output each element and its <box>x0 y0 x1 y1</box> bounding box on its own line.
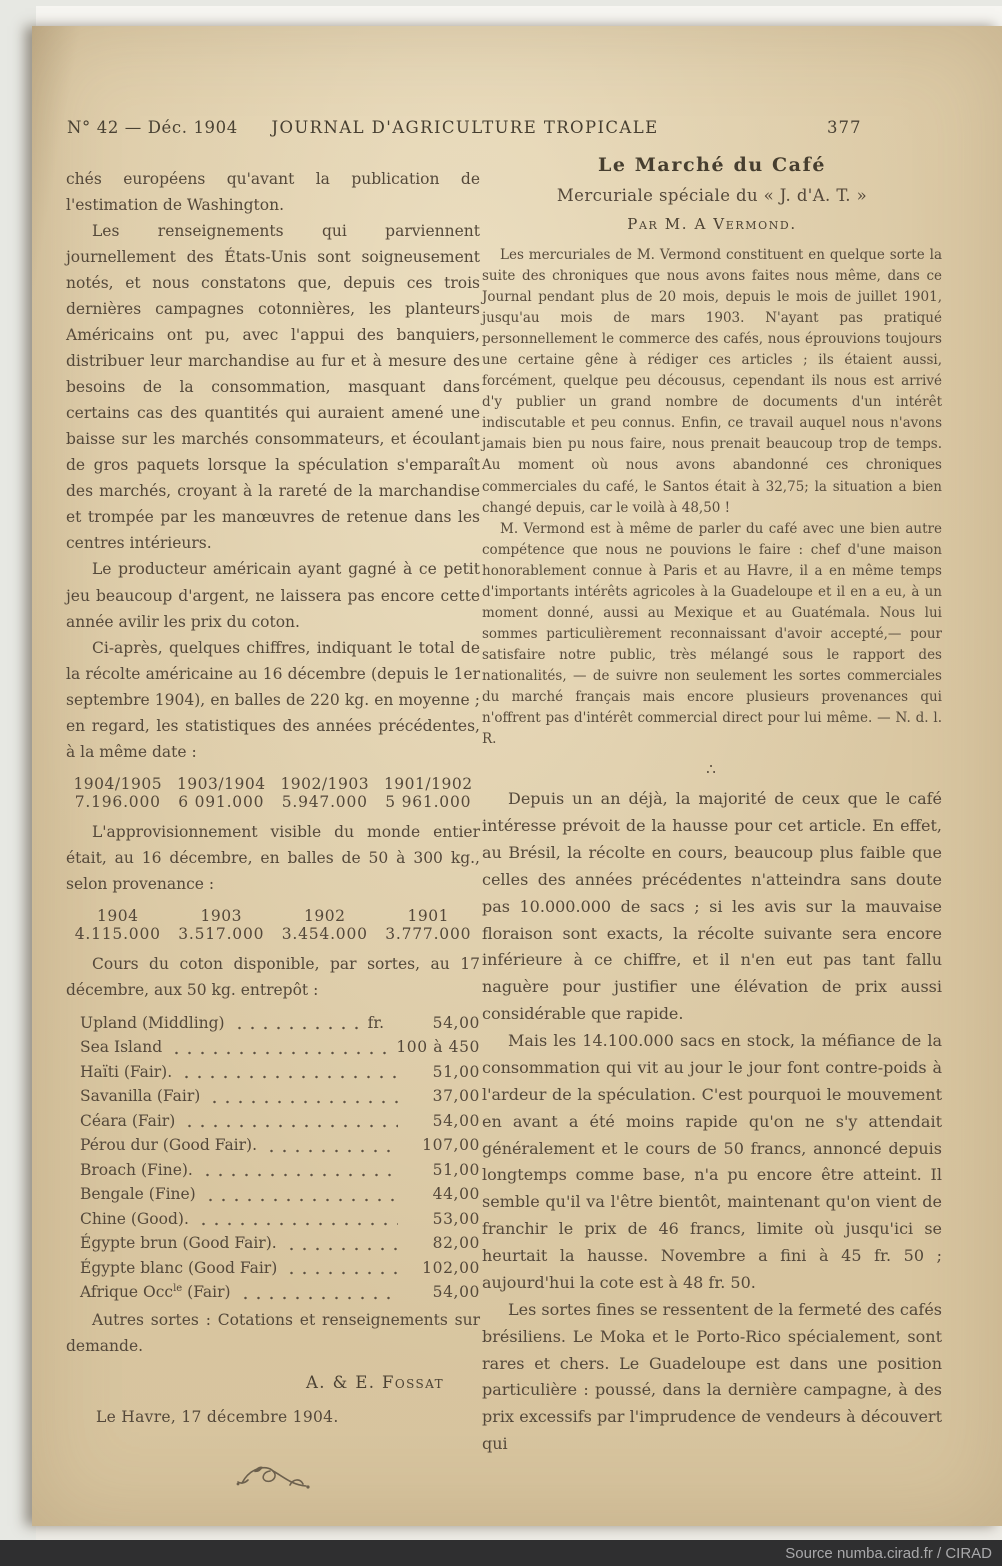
dateline: Le Havre, 17 décembre 1904. <box>96 1407 339 1426</box>
table-cell: 1902/1903 <box>280 774 370 793</box>
price-value: 51,00 <box>432 1160 480 1179</box>
price-row <box>80 1109 480 1133</box>
price-name: Upland (Middling) <box>80 1013 225 1032</box>
table-row-years <box>66 907 480 925</box>
price-name: Céara (Fair) <box>80 1111 176 1130</box>
dot-leader <box>239 1295 398 1300</box>
footer-bar <box>0 1540 1002 1566</box>
left-paragraph: Le producteur américain ayant gagné à ce petit jeu beaucoup d'argent, ne laissera pas encore cette année avilir les prix du coton. <box>66 560 480 631</box>
price-value: 54,00 <box>432 1013 480 1032</box>
article-title: Le Marché du Café <box>597 154 827 176</box>
table-cell: 1904 <box>97 906 139 925</box>
price-row <box>80 1084 480 1108</box>
left-column <box>66 166 480 1500</box>
price-value: 82,00 <box>432 1234 480 1253</box>
journal-title: JOURNAL D'AGRICULTURE TROPICALE <box>271 118 659 137</box>
editor-note-paragraph: M. Vermond est à même de parler du café avec une bien autre compétence que nous ne pouvions le faire : chef d'une maison honorablement connue à Paris et au Havre, il a en même temps d'importants intérêts agricoles à la Guadeloupe et il en a eu, à un moment donné, aussi au Mexique et au Guatémala. Nous lui sommes particulièrement reconnaissant d'avoir accepté,— pour satisfaire notre public, très mélangé sous le rapport des nationalités, — de suivre non seulement les sortes commerciales du marché français mais encore plusieurs provenances qui n'offrent pas d'intérêt commercial direct pour lui même. — N. d. l. R. <box>482 520 942 748</box>
table-cell: 3.777.000 <box>385 924 472 943</box>
left-paragraph: Cours du coton disponible, par sortes, au 17 décembre, aux 50 kg. entrepôt : <box>66 954 480 999</box>
floral-flourish-icon <box>234 1460 312 1496</box>
right-column <box>482 154 942 1458</box>
section-ornament <box>66 1460 480 1500</box>
price-name: Savanilla (Fair) <box>80 1087 201 1106</box>
left-paragraph: Les renseignements qui parviennent journellement des États-Unis sont soigneusement notés, et nous constatons que, depuis ces trois dernières campagnes cotonnières, les planteurs Américains ont pu, avec l'appui des banquiers, distribuer leur marchandise au fur et à mesure des besoins de la consommation, masquant dans certains cas des quantités qui auraient amené une baisse sur les marchés consommateurs, et écoulant de gros paquets lorsque la spéculation s'emparaît des marchés, croyant à la rareté de la marchandise et trompée par les manœuvres de retenue dans les centres intérieurs. <box>66 222 480 553</box>
dot-leader <box>204 1197 398 1202</box>
table-row-values <box>66 793 480 811</box>
dot-leader <box>285 1270 398 1275</box>
table-cell: 6 091.000 <box>178 792 265 811</box>
price-value: 37,00 <box>432 1087 480 1106</box>
price-unit: fr. <box>367 1013 384 1032</box>
table-row-years <box>66 775 480 793</box>
price-row <box>80 1158 480 1182</box>
article-paragraph: Depuis un an déjà, la majorité de ceux que le café intéresse prévoit de la hausse pour cet article. En effet, au Brésil, la récolte en cours, beaucoup plus faible que celles des années précédentes n'atteindra sans doute pas 10.000.000 de sacs ; si les avis sur la mauvaise floraison sont exacts, la récolte suivante sera encore inférieure à ce chiffre, et il n'en eut pas tant fallu naguère pour justifier une élévation de prix aussi considérable que rapide. <box>482 789 942 1024</box>
article-subtitle: Mercuriale spéciale du « J. d'A. T. » <box>556 186 868 205</box>
signature: A. & E. Fossat <box>305 1372 444 1392</box>
table-cell: 5 961.000 <box>385 792 472 811</box>
article-byline: Par M. A Vermond. <box>627 215 797 233</box>
dot-leader <box>208 1099 398 1104</box>
left-paragraph: Autres sortes : Cotations et renseignements sur demande. <box>66 1310 480 1355</box>
asterism-separator: ∴ <box>706 760 718 779</box>
price-value: 54,00 <box>432 1283 480 1302</box>
dot-leader <box>285 1246 398 1251</box>
dot-leader <box>201 1172 398 1177</box>
price-value: 102,00 <box>422 1258 480 1277</box>
table-cell: 3.517.000 <box>178 924 265 943</box>
table-cell: 1901/1902 <box>383 774 473 793</box>
price-name: Égypte blanc (Good Fair) <box>80 1258 278 1277</box>
price-value: 100 à 450 <box>396 1038 480 1057</box>
price-value: 44,00 <box>432 1185 480 1204</box>
table-cell: 1904/1905 <box>73 774 163 793</box>
table-cell: 1903/1904 <box>176 774 266 793</box>
price-name: Broach (Fine). <box>80 1160 193 1179</box>
table-cell: 1903 <box>200 906 242 925</box>
article-paragraph: Les sortes fines se ressentent de la fermeté des cafés brésiliens. Le Moka et le Porto-Rico spécialement, sont rares et chers. Le Guadeloupe est dans une position particulière : poussé, dans la dernière campagne, à des prix excessifs par l'imprudence de vendeurs à découvert qui <box>482 1299 942 1454</box>
price-row <box>80 1256 480 1280</box>
table-row-values <box>66 925 480 943</box>
issue-number: N° 42 — Déc. 1904 <box>67 118 238 137</box>
price-row <box>80 1035 480 1059</box>
price-value: 54,00 <box>432 1111 480 1130</box>
masthead <box>32 118 1002 146</box>
dot-leader <box>233 1025 360 1030</box>
dot-leader <box>170 1050 388 1055</box>
table-cell: 1901 <box>407 906 449 925</box>
crop-statistics-table <box>66 775 480 811</box>
supply-statistics-table <box>66 907 480 943</box>
left-paragraph: Ci-après, quelques chiffres, indiquant le total de la récolte américaine au 16 décembre (depuis le 1er septembre 1904), en balles de 220 kg. en moyenne ; en regard, les statistiques des années précédentes, à la même date : <box>66 638 480 761</box>
price-name: Afrique Occ$^{le}$ (Fair) <box>80 1283 231 1302</box>
price-name: Bengale (Fine) <box>80 1185 196 1204</box>
price-name: Pérou dur (Good Fair). <box>80 1136 258 1155</box>
price-name: Sea Island <box>80 1038 163 1057</box>
price-row <box>80 1280 480 1304</box>
table-cell: 1902 <box>304 906 346 925</box>
cotton-price-list <box>80 1011 480 1305</box>
table-cell: 4.115.000 <box>74 924 161 943</box>
price-row <box>80 1207 480 1231</box>
dot-leader <box>265 1148 398 1153</box>
table-cell: 5.947.000 <box>281 792 368 811</box>
journal-page <box>32 26 1002 1526</box>
price-row <box>80 1133 480 1157</box>
article-paragraph: Mais les 14.100.000 sacs en stock, la méfiance de la consommation qui vit au jour le jour font contre-poids à l'ardeur de la spéculation. C'est pourquoi le mouvement en avant a été moins rapide qu'on ne s'y attendait généralement et le cours de 50 francs, annoncé depuis longtemps comme base, n'a pu encore être atteint. Il semble qu'il va l'être bientôt, maintenant qu'on vient de franchir le prix de 46 francs, limite où jusqu'ici se heurtait la hausse. Novembre a fini à 45 fr. 50 ; aujourd'hui la cote est à 48 fr. 50. <box>482 1031 942 1292</box>
scan-top-edge <box>36 6 1002 28</box>
price-row <box>80 1182 480 1206</box>
price-row <box>80 1231 480 1255</box>
dot-leader <box>197 1221 398 1226</box>
price-value: 51,00 <box>432 1062 480 1081</box>
table-cell: 7.196.000 <box>74 792 161 811</box>
price-row <box>80 1011 480 1035</box>
page-number: 377 <box>827 118 862 137</box>
price-name: Chine (Good). <box>80 1209 189 1228</box>
price-row <box>80 1060 480 1084</box>
price-name: Haïti (Fair). <box>80 1062 173 1081</box>
price-value: 53,00 <box>432 1209 480 1228</box>
price-value: 107,00 <box>422 1136 480 1155</box>
scan-bottom-edge <box>36 1524 1002 1540</box>
left-paragraph: L'approvisionnement visible du monde entier était, au 16 décembre, en balles de 50 à 300 kg., selon provenance : <box>66 822 480 893</box>
dot-leader <box>180 1074 398 1079</box>
dot-leader <box>183 1123 398 1128</box>
editor-note-paragraph: Les mercuriales de M. Vermond constituent en quelque sorte la suite des chroniques que nous avons faites nous même, dans ce Journal pendant plus de 20 mois, depuis le mois de juillet 1901, jusqu'au mois de mars 1903. N'ayant pas pratiqué personnellement le commerce des cafés, nous éprouvions toujours une certaine gêne à rédiger ces articles ; ils étaient aussi, forcément, quelque peu décousus, cependant ils nous est arrivé d'y publier un grand nombre de documents d'un intérêt indiscutable et peu connus. Enfin, ce travail auquel nous n'avons jamais bien pu nous faire, nous prenait beaucoup trop de temps. Au moment où nous avons abandonné ces chroniques commerciales du café, le Santos était à 32,75; la situation a bien changé depuis, car le voilà à 48,50 ! <box>482 247 942 516</box>
price-name: Égypte brun (Good Fair). <box>80 1234 277 1253</box>
left-paragraph: chés européens qu'avant la publication de l'estimation de Washington. <box>66 170 480 215</box>
table-cell: 3.454.000 <box>281 924 368 943</box>
source-credit: Source numba.cirad.fr / CIRAD <box>785 1544 992 1562</box>
